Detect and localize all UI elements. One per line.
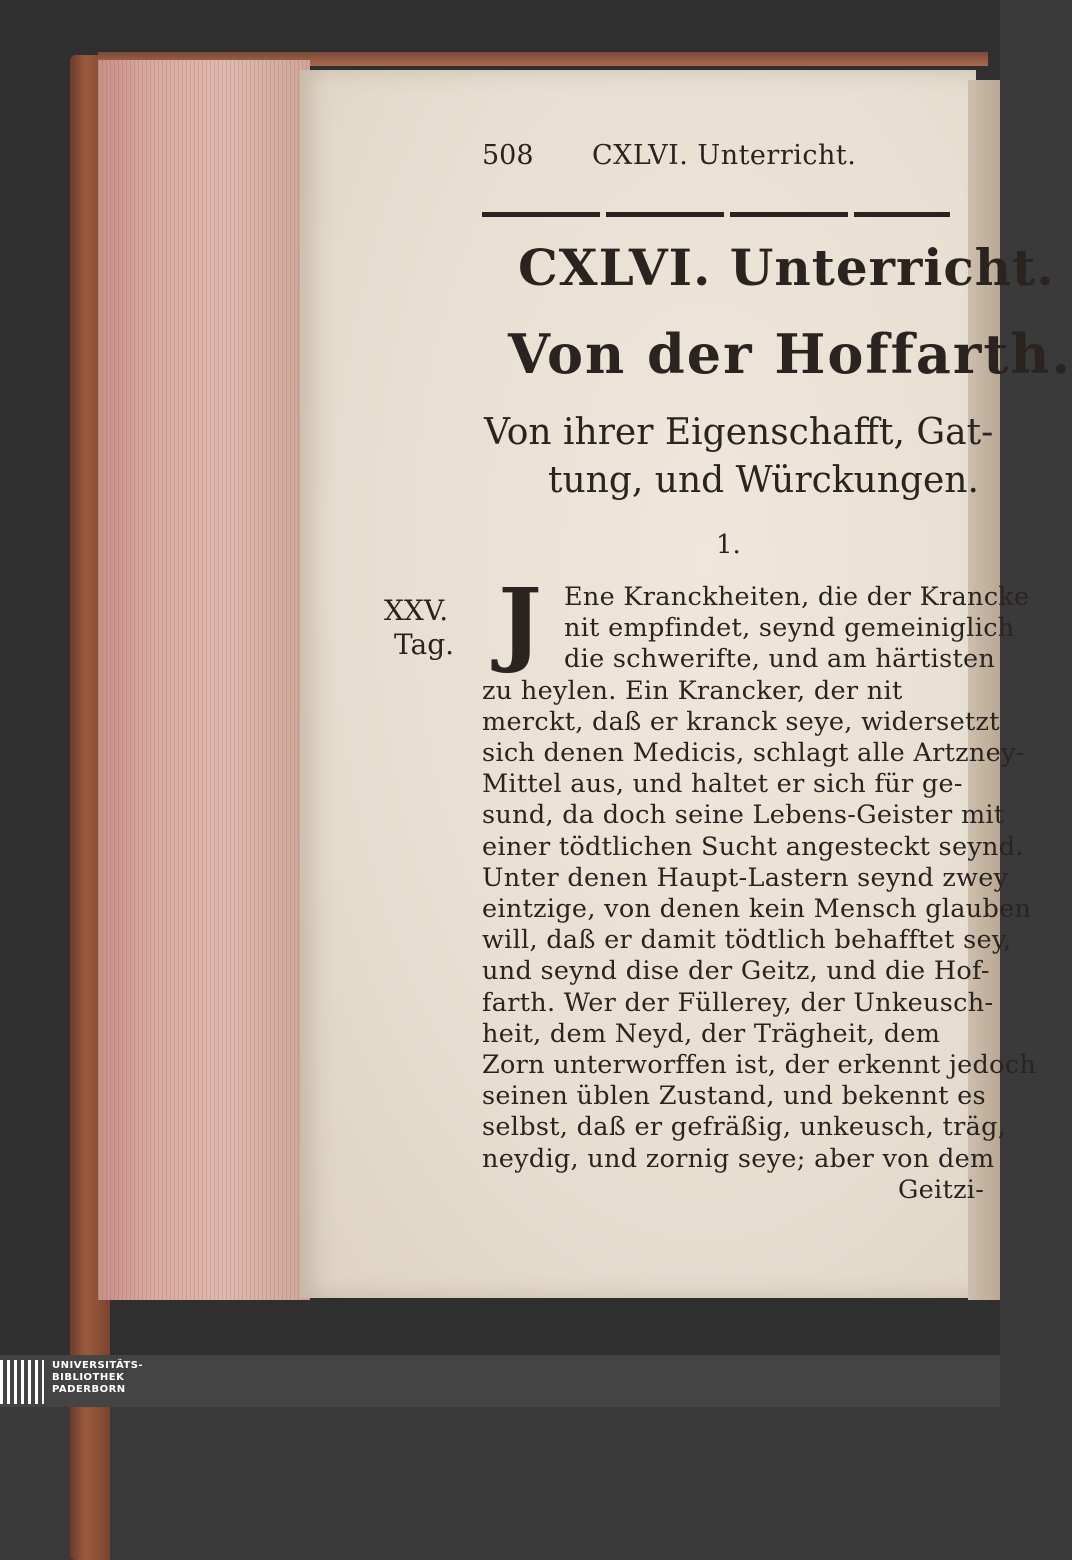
chapter-number: CXLVI. Unterricht. (518, 238, 1055, 297)
body-line: Ene Kranckheiten, die der Krancke (564, 582, 1030, 612)
body-line: sund, da doch seine Lebens-Geister mit (482, 800, 1005, 831)
body-line: eintzige, von denen kein Mensch glauben (482, 894, 1032, 924)
body-line: Zorn unterworffen ist, der erkennt jedoch (482, 1050, 1037, 1080)
running-head: CXLVI. Unterricht. (592, 140, 857, 171)
chapter-title: Von der Hoffarth. (508, 322, 1072, 386)
margin-note-day-number: XXV. (384, 594, 449, 627)
library-logo-icon (0, 1360, 44, 1404)
page-number: 508 (482, 140, 534, 171)
body-line: die schwerifte, und am härtisten (564, 644, 996, 675)
section-number: 1. (716, 530, 741, 560)
body-line: merckt, daß er kranck seye, widersetzt (482, 706, 1000, 737)
body-line: farth. Wer der Füllerey, der Unkeusch- (482, 987, 994, 1018)
logo-text-line-1: UNIVERSITÄTS- (52, 1360, 144, 1371)
body-line: Mittel aus, und haltet er sich für ge- (482, 769, 963, 800)
body-line: sich denen Medicis, schlagt alle Artzney- (482, 738, 1025, 768)
body-line: neydig, und zornig seye; aber von dem (482, 1143, 995, 1174)
logo-text-line-2: BIBLIOTHEK (52, 1372, 125, 1383)
body-line: selbst, daß er gefräßig, unkeusch, träg, (482, 1112, 1007, 1143)
margin-note-day-label: Tag. (394, 628, 455, 661)
body-line: Unter denen Haupt-Lastern seynd zwey (482, 862, 1009, 893)
body-line: Geitzi- (898, 1174, 985, 1205)
drop-cap-initial: J (498, 568, 542, 676)
body-line: will, daß er damit tödtlich behafftet sey, (482, 925, 1012, 956)
logo-text-line-3: PADERBORN (52, 1384, 126, 1395)
header-rule (482, 212, 950, 217)
footer-bar (0, 1355, 1000, 1407)
body-line: heit, dem Neyd, der Trägheit, dem (482, 1018, 941, 1049)
body-line: nit empfindet, seynd gemeiniglich (564, 613, 1015, 644)
body-line: zu heylen. Ein Krancker, der nit (482, 675, 903, 706)
body-line: und seynd dise der Geitz, und die Hof- (482, 956, 990, 987)
chapter-subtitle-line-2: tung, und Würckungen. (548, 460, 979, 501)
body-line: einer tödtlichen Sucht angesteckt seynd. (482, 831, 1024, 862)
body-line: seinen üblen Zustand, und bekennt es (482, 1081, 986, 1112)
chapter-subtitle-line-1: Von ihrer Eigenschafft, Gat- (484, 412, 994, 453)
page-stack-fore-edge (98, 60, 310, 1300)
